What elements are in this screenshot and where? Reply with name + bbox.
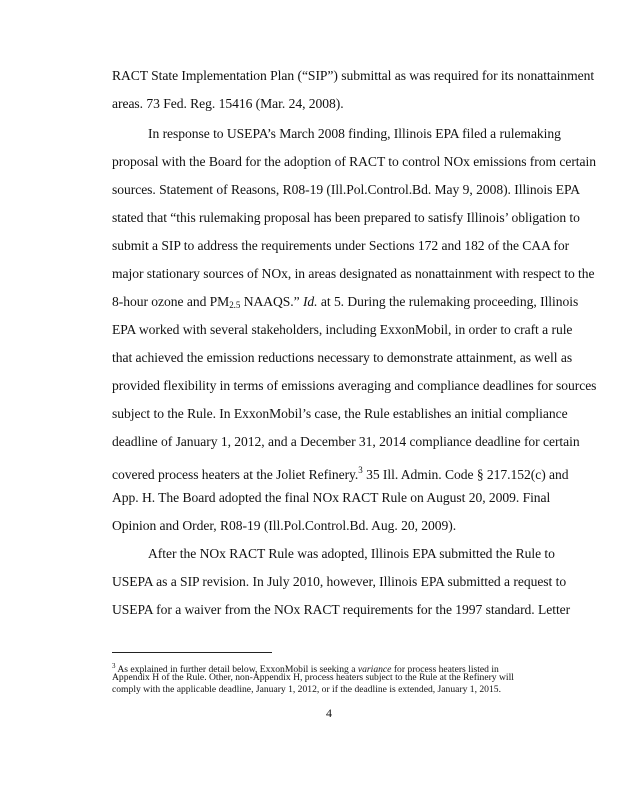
body-line-19: USEPA as a SIP revision. In July 2010, however, Illinois EPA submitted a request to [112, 574, 567, 589]
body-line-11: that achieved the emission reductions necessary to demonstrate attainment, as well as [112, 350, 573, 365]
body-line-9-start: 8-hour ozone and PM [112, 294, 230, 309]
footnote-line-1-end: for process heaters listed in [391, 664, 499, 675]
body-line-1: RACT State Implementation Plan (“SIP”) submittal as was required for its nonattainment [112, 68, 595, 83]
body-line-4: proposal with the Board for the adoption of RACT to control NOx emissions from certain [112, 154, 596, 169]
body-line-18: After the NOx RACT Rule was adopted, Illinois EPA submitted the Rule to [148, 546, 555, 561]
body-line-13: subject to the Rule. In ExxonMobil’s case, the Rule establishes an initial compliance [112, 406, 568, 421]
body-line-3: In response to USEPA’s March 2008 finding, Illinois EPA filed a rulemaking [148, 126, 561, 141]
body-line-15-end: 35 Ill. Admin. Code § 217.152(c) and [362, 467, 569, 482]
footnote-reference: 3 [358, 465, 363, 475]
body-line-9-end: at 5. During the rulemaking proceeding, Illinois [317, 294, 579, 309]
body-line-10: EPA worked with several stakeholders, including ExxonMobil, in order to craft a rule [112, 322, 573, 337]
body-line-9 [112, 294, 578, 313]
body-line-15 [112, 462, 569, 483]
id-citation: Id. [302, 294, 318, 309]
footnote-marker: 3 [112, 662, 116, 670]
body-line-6: stated that “this rulemaking proposal has been prepared to satisfy Illinois’ obligation to [112, 210, 580, 225]
footnote-line-2: Appendix H of the Rule. Other, non-Appendix H, process heaters subject to the Rule at the Refinery will [112, 672, 514, 683]
footnote-divider [112, 652, 272, 653]
body-line-9-naaqs: NAAQS.” [240, 294, 303, 309]
body-line-2: areas. 73 Fed. Reg. 15416 (Mar. 24, 2008). [112, 96, 344, 111]
body-line-7: submit a SIP to address the requirements under Sections 172 and 182 of the CAA for [112, 238, 570, 253]
body-line-20: USEPA for a waiver from the NOx RACT requirements for the 1997 standard. Letter [112, 602, 571, 617]
body-line-17: Opinion and Order, R08-19 (Ill.Pol.Control.Bd. Aug. 20, 2009). [112, 518, 457, 533]
body-line-15-start: covered process heaters at the Joliet Refinery. [112, 467, 359, 482]
body-line-8: major stationary sources of NOx, in areas designated as nonattainment with respect to the [112, 266, 595, 281]
footnote-line-3: comply with the applicable deadline, January 1, 2012, or if the deadline is extended, January 1, 2015. [112, 684, 501, 695]
body-line-14: deadline of January 1, 2012, and a December 31, 2014 compliance deadline for certain [112, 434, 580, 449]
pm-subscript: 2.5 [229, 300, 241, 310]
footnote-line-1-start: As explained in further detail below, ExxonMobil is seeking a [115, 664, 358, 675]
body-line-16: App. H. The Board adopted the final NOx RACT Rule on August 20, 2009. Final [112, 490, 551, 505]
footnote-variance: variance [357, 664, 392, 675]
body-line-12: provided flexibility in terms of emissions averaging and compliance deadlines for sources [112, 378, 597, 393]
page-number: 4 [326, 706, 332, 720]
body-line-5: sources. Statement of Reasons, R08-19 (Ill.Pol.Control.Bd. May 9, 2008). Illinois EPA [112, 182, 580, 197]
